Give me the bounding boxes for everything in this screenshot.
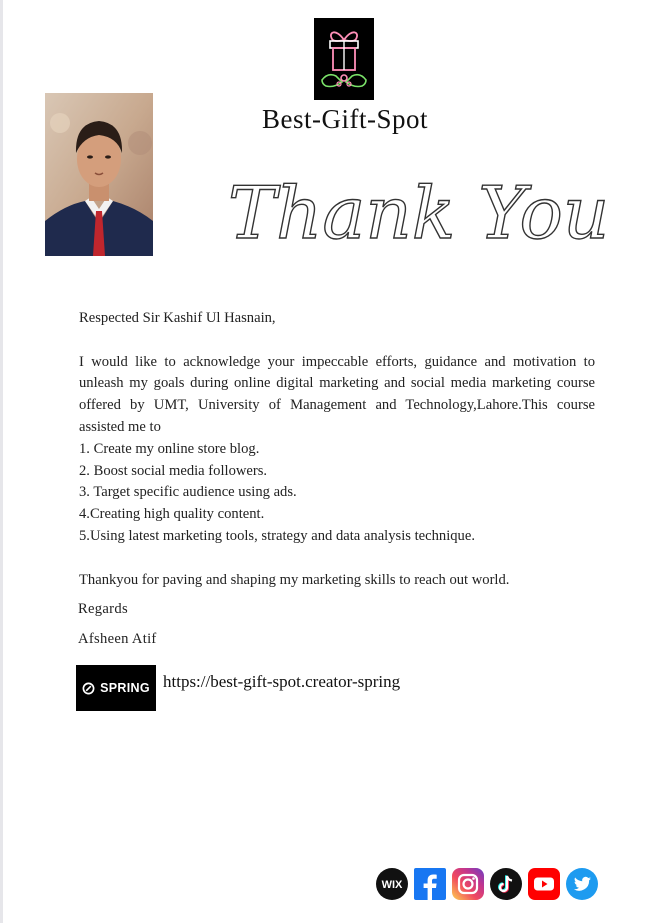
spring-badge-label: SPRING xyxy=(100,681,150,695)
thank-you-text: Thank You xyxy=(228,171,610,255)
list-item: 1. Create my online store blog. xyxy=(79,440,260,457)
list-item: 5.Using latest marketing tools, strategy and data analysis technique. xyxy=(79,527,475,544)
letter-body xyxy=(79,308,595,591)
tiktok-icon[interactable] xyxy=(489,867,523,901)
wix-icon-label: WIX xyxy=(381,879,403,891)
profile-photo xyxy=(45,93,153,256)
youtube-icon[interactable] xyxy=(527,867,561,901)
letter-salutation: Respected Sir Kashif Ul Hasnain, xyxy=(79,310,276,326)
list-item: 4.Creating high quality content. xyxy=(79,506,265,523)
social-icons-bar xyxy=(375,866,599,902)
brand-name: Best-Gift-Spot xyxy=(262,104,428,134)
spring-logo-icon xyxy=(82,682,95,695)
wix-icon[interactable] xyxy=(375,867,409,901)
letter-paragraph: I would like to acknowledge your impeccable efforts, guidance and motivation to unleash my goals during online digital marketing and social media marketing course offered by UMT, University of Management and Technology,Lahore.This course assisted me to xyxy=(79,353,595,435)
signer-name: Afsheen Atif xyxy=(78,631,157,647)
letter-closing: Thankyou for paving and shaping my marketing skills to reach out world. xyxy=(79,571,510,588)
page-edge xyxy=(0,0,3,923)
instagram-icon[interactable] xyxy=(451,867,485,901)
list-item: 3. Target specific audience using ads. xyxy=(79,484,297,501)
spring-badge[interactable] xyxy=(76,665,156,711)
regards-text: Regards xyxy=(78,601,128,617)
list-item: 2. Boost social media followers. xyxy=(79,462,268,479)
thank-you-heading xyxy=(220,150,610,275)
facebook-icon[interactable] xyxy=(413,867,447,901)
gift-logo-icon xyxy=(314,18,374,100)
twitter-icon[interactable] xyxy=(565,867,599,901)
spring-store-link[interactable]: https://best-gift-spot.creator-spring xyxy=(163,672,401,691)
